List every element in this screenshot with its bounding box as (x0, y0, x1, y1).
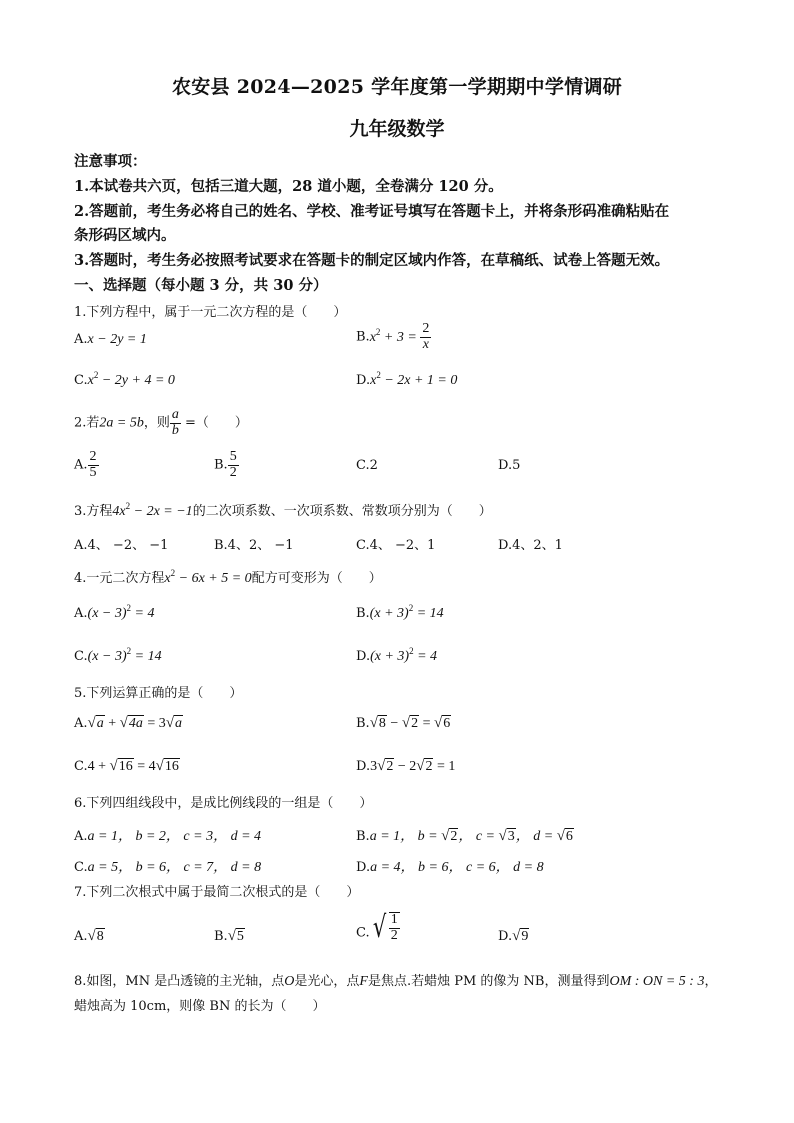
q4-option-a: $A.(x - 3)^2 = 4$ (74, 603, 155, 621)
q7-stem: 7.下列二次根式中属于最简二次根式的是（ ） (74, 885, 360, 900)
q5-stem: 5.下列运算正确的是（ ） (74, 686, 243, 701)
exam-title: 农安县 2024—2025 学年度第一学期期中学情调研 (171, 76, 623, 98)
q8-stem-line1: 8.如图，MN 是凸透镜的主光轴，点O是光心，点F是焦点.若蜡烛 PM 的像为 NB，测量得到OM : ON = 5 : 3， (74, 974, 718, 989)
q7-option-b: B.√5 (214, 928, 244, 944)
q6-option-c: C.a = 5， b = 6， c = 7， d = 8 (74, 860, 262, 875)
q1-option-a: A.x − 2y = 1 (74, 332, 147, 347)
q1-stem: 1.下列方程中，属于一元二次方程的是（ ） (74, 305, 347, 320)
q4-stem: 4.一元二次方程$x^2 - 6x + 5 = 0$配方可变形为（ ） (74, 568, 382, 586)
q1-option-b: $B.x^2 + 3$ = $\frac{2}{x}$ (356, 321, 430, 352)
q2-option-b: B. $\frac{5}{2}$ (214, 449, 237, 480)
q4-option-d: $D.(x + 3)^2 = 4$ (356, 646, 438, 664)
q5-option-a: A.√a + √4a = 3√a (74, 715, 183, 731)
exam-subject: 九年级数学 (349, 118, 445, 140)
note-item-1: 1.本试卷共六页，包括三道大题，28 道小题，全卷满分 120 分。 (74, 178, 503, 195)
q1-option-c: $C.x^2 - 2y + 4 = 0$ (74, 370, 175, 388)
q1-option-d: $D.x^2 - 2x + 1 = 0$ (356, 370, 458, 388)
q8-stem-line2: 蜡烛高为 10cm，则像 BN 的长为（ ） (74, 999, 326, 1014)
q2-option-a: A. $\frac{2}{5}$ (74, 449, 97, 480)
note-item-2: 2.答题前，考生务必将自己的姓名、学校、准考证号填写在答题卡上，并将条形码准确粘贴在 (74, 203, 670, 220)
q7-option-a: A.√8 (74, 928, 104, 944)
notes-heading: 注意事项： (74, 153, 147, 170)
q3-option-d: D.4、2、1 (498, 538, 563, 553)
q2-option-d: D.5 (498, 458, 521, 473)
q2-option-c: C.2 (356, 458, 378, 473)
q6-option-a: A.a = 1， b = 2， c = 3， d = 4 (74, 829, 262, 844)
q3-option-a: A.4、 −2、 −1 (74, 538, 169, 553)
q6-stem: 6.下列四组线段中，是成比例线段的一组是（ ） (74, 796, 373, 811)
section-title: 一、选择题（每小题 3 分，共 30 分） (74, 277, 328, 294)
note-item-3: 3.答题时，考生务必按照考试要求在答题卡的制定区域内作答，在草稿纸、试卷上答题无效。 (74, 252, 670, 269)
q6-option-d: D.a = 4， b = 6， c = 6， d = 8 (356, 860, 544, 875)
q5-option-d: D.3√2 − 2√2 = 1 (356, 758, 456, 774)
q7-option-c: C. √ $\frac{1}{2}$ (356, 909, 398, 945)
q2-stem: 2.若2a = 5b，则 $\frac{a}{b}$ =（ ） (74, 407, 248, 438)
q6-option-b: B.a = 1， b = √2， c = √3， d = √6 (356, 828, 573, 844)
q5-option-c: C.4 + √16 = 4√16 (74, 758, 179, 774)
q3-stem: 3.方程$4x^2 - 2x = -1$的二次项系数、一次项系数、常数项分别为（ ） (74, 501, 492, 519)
q4-option-b: $B.(x + 3)^2 = 14$ (356, 603, 444, 621)
q7-option-d: D.√9 (498, 928, 529, 944)
q3-option-c: C.4、 −2、1 (356, 538, 436, 553)
note-item-2-cont: 条形码区域内。 (74, 227, 176, 244)
q3-option-b: B.4、2、 −1 (214, 538, 294, 553)
q5-option-b: B.√8 − √2 = √6 (356, 715, 451, 731)
q4-option-c: $C.(x - 3)^2 = 14$ (74, 646, 162, 664)
